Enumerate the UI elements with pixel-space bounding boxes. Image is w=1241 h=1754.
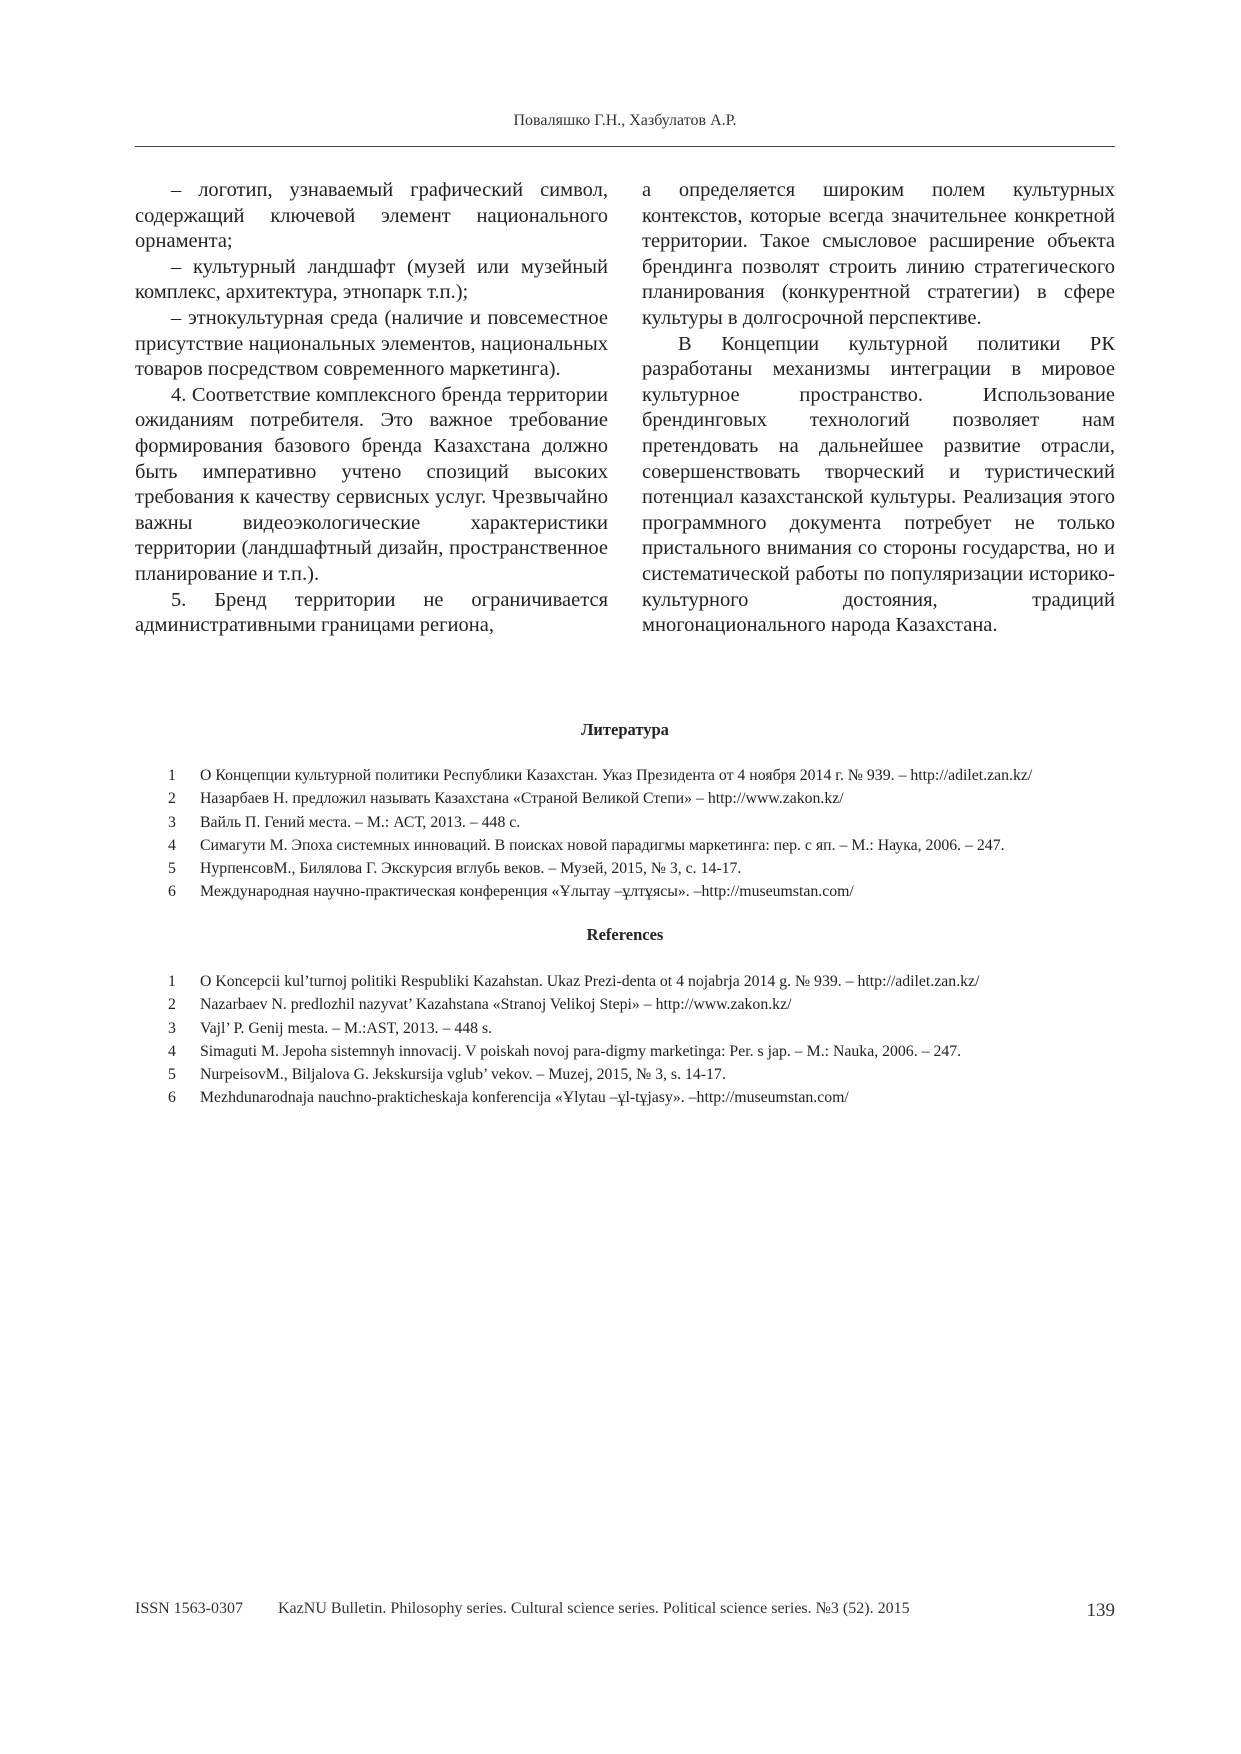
paragraph: В Концепции культурной политики РК разработаны механизмы интеграции в мировое культурное пространство. Использование брендинговых технологий позволяет нам претендовать на дальнейшее развитие отрасли, совершенствовать творческий и туристический потенциал казахстанской культуры. Реализация этого программного документа потребует не только пристального внимания со стороны государства, но и систематической работы по популяризации историко-культурного достояния, традиций многонационального народа Казахстана. (642, 332, 1115, 637)
literature-title: Литература (581, 720, 669, 739)
paragraph: – культурный ландшафт (музей или музейный комплекс, архитектура, этнопарк т.п.); (135, 255, 608, 304)
literature-item: 2 Назарбаев Н. предложил называть Казахстана «Страной Великой Степи» – http://www.zakon.kz/ (168, 790, 844, 808)
journal-name: KazNU Bulletin. Philosophy series. Cultural science series. Political science series. №3 (52). 2015 (278, 1600, 910, 1617)
issn: ISSN 1563-0307 (135, 1600, 244, 1617)
paragraph: 4. Соответствие комплексного бренда территории ожиданиям потребителя. Это важное требование формирования базового бренда Казахстана должно быть императивно учтено спозиций высоких требования к качеству сервисных услуг. Чрезвычайно важны видеоэкологические характеристики территории (ландшафтный дизайн, пространственное планирование и т.п.). (135, 383, 608, 585)
literature-item: 6 Международная научно-практическая конференция «Ұлытау –ұлтұясы». –http://museumstan.com/ (168, 883, 854, 901)
paragraph: – логотип, узнаваемый графический символ, содержащий ключевой элемент национального орнамента; (135, 179, 608, 253)
left-column (135, 178, 608, 639)
reference-item: 5 NurpeisovM., Biljalova G. Jekskursija vglub’ vekov. – Muzej, 2015, № 3, s. 14-17. (168, 1066, 726, 1084)
literature-item: 4 Симагути М. Эпоха системных инноваций. В поисках новой парадигмы маркетинга: пер. с яп. – М.: Наука, 2006. – 247. (168, 836, 1005, 854)
references-list (168, 970, 1128, 1110)
paragraph: – этнокультурная среда (наличие и повсеместное присутствие национальных элементов, национальных товаров посредством современного маркетинга). (135, 306, 608, 381)
literature-item: 3 Вайль П. Гений места. – М.: АСТ, 2013. – 448 с. (168, 813, 521, 831)
literature-item: 1 О Концепции культурной политики Республики Казахстан. Указ Президента от 4 ноября 2014 г. № 939. – http://adilet.zan.kz/ (168, 767, 1033, 784)
paragraph: 5. Бренд территории не ограничивается административными границами региона, (135, 588, 608, 637)
references-title: References (586, 925, 664, 944)
paragraph: а определяется широким полем культурных контекстов, которые всегда значительнее конкретной территории. Такое смысловое расширение объекта брендинга позволят строить линию стратегического планирования (конкурентной стратегии) в сфере культуры в долгосрочной перспективе. (642, 179, 1115, 329)
reference-item: 6 Mezhdunarodnaja nauchno-prakticheskaja konferencija «Ұlytau –ұl-tұjasy». –http://museumstan.com/ (168, 1089, 849, 1107)
right-column (642, 178, 1115, 639)
reference-item: 4 Simaguti M. Jepoha sistemnyh innovacij. V poiskah novoj para-digmy marketinga: Per. s jap. – M.: Nauka, 2006. – 247. (168, 1042, 962, 1060)
reference-item: 3 Vajl’ P. Genij mesta. – M.:AST, 2013. – 448 s. (168, 1019, 493, 1037)
literature-item: 5 НурпенсовМ., Билялова Г. Экскурсия вглубь веков. – Музей, 2015, № 3, с. 14-17. (168, 860, 742, 878)
reference-item: 2 Nazarbaev N. predlozhil nazyvat’ Kazahstana «Stranoj Velikoj Stepi» – http://www.zakon.kz/ (168, 996, 792, 1014)
page-number: 139 (1086, 1600, 1115, 1621)
header-rule (135, 146, 1115, 147)
reference-item: 1 O Koncepcii kul’turnoj politiki Respubliki Kazahstan. Ukaz Prezi-denta ot 4 nojabrja 2014 g. № 939. – http://adilet.zan.kz/ (168, 973, 980, 990)
running-header: Поваляшко Г.Н., Хазбулатов А.Р. (513, 112, 737, 129)
literature-list (168, 764, 1128, 904)
